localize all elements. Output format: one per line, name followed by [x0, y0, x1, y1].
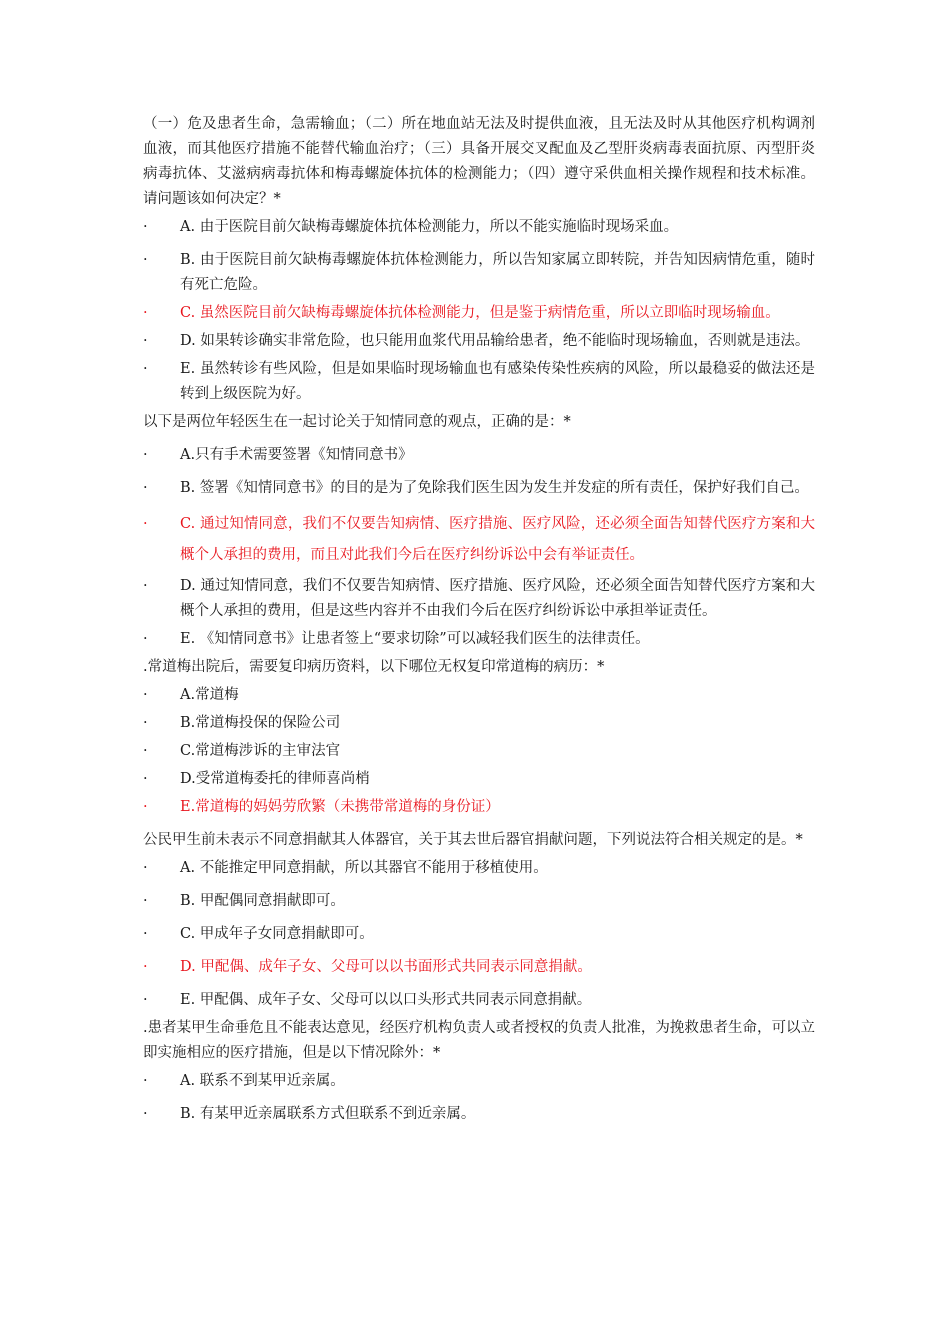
bullet: ·	[143, 959, 148, 975]
option-text: E. 甲配偶、成年子女、父母可以以口头形式共同表示同意捐献。	[180, 992, 592, 1008]
option-text: E.常道梅的妈妈劳欣繁（未携带常道梅的身份证）	[180, 799, 500, 815]
option-a	[143, 443, 815, 468]
bullet: ·	[143, 926, 148, 942]
option-text: B. 有某甲近亲属联系方式但联系不到近亲属。	[180, 1106, 476, 1122]
option-c-correct	[143, 509, 815, 571]
option-e	[143, 988, 815, 1013]
option-text: C.常道梅涉诉的主审法官	[180, 743, 341, 759]
bullet: ·	[143, 1073, 148, 1089]
question-stem: 公民甲生前未表示不同意捐献其人体器官，关于其去世后器官捐献问题，下列说法符合相关规定的是。*	[143, 832, 803, 848]
option-b	[143, 711, 815, 736]
option-text: D. 甲配偶、成年子女、父母可以以书面形式共同表示同意捐献。	[180, 959, 592, 975]
option-b	[143, 248, 815, 298]
option-text: B. 甲配偶同意捐献即可。	[180, 893, 345, 909]
bullet: ·	[143, 480, 148, 496]
option-d	[143, 329, 815, 354]
option-b	[143, 889, 815, 914]
question-stem: （一）危及患者生命，急需输血；（二）所在地血站无法及时提供血液，且无法及时从其他医疗机构调剂血液，而其他医疗措施不能替代输血治疗；（三）具备开展交叉配血及乙型肝炎病毒表面抗原、丙型肝炎病毒抗体、艾滋病病毒抗体和梅毒螺旋体抗体的检测能力；（四）遵守采供血相关操作规程和技术标准。请问题该如何决定？*	[143, 116, 815, 207]
bullet: ·	[143, 447, 148, 463]
option-text: C. 通过知情同意，我们不仅要告知病情、医疗措施、医疗风险，还必须全面告知替代医疗方案和大概个人承担的费用，而且对此我们今后在医疗纠纷诉讼中会有举证责任。	[180, 516, 815, 563]
bullet: ·	[143, 799, 148, 815]
bullet: ·	[143, 631, 148, 647]
bullet: ·	[143, 687, 148, 703]
option-a	[143, 215, 815, 240]
bullet: ·	[143, 992, 148, 1008]
option-text: B. 签署《知情同意书》的目的是为了免除我们医生因为发生并发症的所有责任，保护好我们自己。	[180, 480, 809, 496]
option-b	[143, 1102, 815, 1127]
question-stem: .常道梅出院后，需要复印病历资料，以下哪位无权复印常道梅的病历：*	[143, 659, 605, 675]
option-e-correct	[143, 795, 815, 820]
option-text: A. 联系不到某甲近亲属。	[180, 1073, 345, 1089]
bullet: ·	[143, 743, 148, 759]
option-text: D.受常道梅委托的律师喜尚梢	[180, 771, 370, 787]
bullet: ·	[143, 219, 148, 235]
bullet: ·	[143, 361, 148, 377]
option-text: D. 通过知情同意，我们不仅要告知病情、医疗措施、医疗风险，还必须全面告知替代医疗方案和大概个人承担的费用，但是这些内容并不由我们今后在医疗纠纷诉讼中承担举证责任。	[180, 578, 815, 619]
option-a	[143, 1069, 815, 1094]
option-text: E. 《知情同意书》让患者签上“要求切除”可以减轻我们医生的法律责任。	[180, 631, 650, 647]
option-a	[143, 856, 815, 881]
option-e	[143, 627, 815, 652]
bullet: ·	[143, 1106, 148, 1122]
option-text: C. 虽然医院目前欠缺梅毒螺旋体抗体检测能力，但是鉴于病情危重，所以立即临时现场输血。	[180, 305, 780, 321]
option-c	[143, 739, 815, 764]
bullet: ·	[143, 252, 148, 268]
option-d	[143, 767, 815, 792]
option-text: A. 由于医院目前欠缺梅毒螺旋体抗体检测能力，所以不能实施临时现场采血。	[180, 219, 679, 235]
option-text: B.常道梅投保的保险公司	[180, 715, 341, 731]
bullet: ·	[143, 305, 148, 321]
bullet: ·	[143, 333, 148, 349]
bullet: ·	[143, 578, 148, 594]
option-d-correct	[143, 955, 815, 980]
option-b	[143, 476, 815, 501]
option-text: E. 虽然转诊有些风险，但是如果临时现场输血也有感染传染性疾病的风险，所以最稳妥的做法还是转到上级医院为好。	[180, 361, 815, 402]
document-page	[143, 112, 815, 1130]
option-text: C. 甲成年子女同意捐献即可。	[180, 926, 374, 942]
option-d	[143, 574, 815, 624]
question-stem: .患者某甲生命垂危且不能表达意见，经医疗机构负责人或者授权的负责人批准，为挽救患者生命，可以立即实施相应的医疗措施，但是以下情况除外：*	[143, 1020, 815, 1061]
question-stem: 以下是两位年轻医生在一起讨论关于知情同意的观点，正确的是：*	[143, 414, 571, 430]
bullet: ·	[143, 516, 148, 532]
option-text: A. 不能推定甲同意捐献，所以其器官不能用于移植使用。	[180, 860, 548, 876]
bullet: ·	[143, 771, 148, 787]
option-c-correct	[143, 301, 815, 326]
option-text: A.只有手术需要签署《知情同意书》	[180, 447, 413, 463]
option-c	[143, 922, 815, 947]
bullet: ·	[143, 893, 148, 909]
option-text: D. 如果转诊确实非常危险，也只能用血浆代用品输给患者，绝不能临时现场输血，否则就是违法。	[180, 333, 810, 349]
option-text: A.常道梅	[180, 687, 239, 703]
bullet: ·	[143, 715, 148, 731]
option-a	[143, 683, 815, 708]
bullet: ·	[143, 860, 148, 876]
option-text: B. 由于医院目前欠缺梅毒螺旋体抗体检测能力，所以告知家属立即转院，并告知因病情危重，随时有死亡危险。	[180, 252, 815, 293]
option-e	[143, 357, 815, 407]
